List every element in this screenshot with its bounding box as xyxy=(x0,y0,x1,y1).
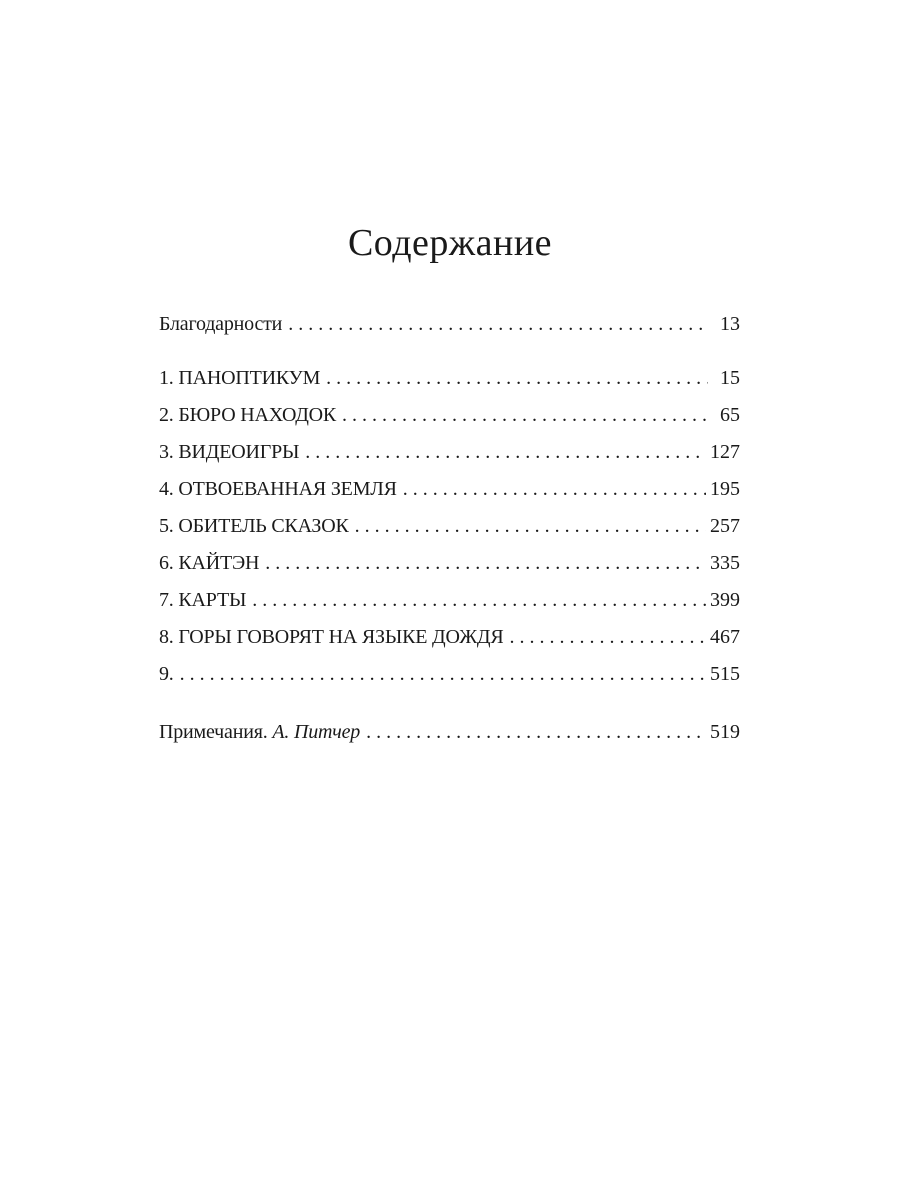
toc-entry-label: 5. ОБИТЕЛЬ СКАЗОК xyxy=(159,515,349,537)
dot-leader xyxy=(252,584,706,616)
dot-leader xyxy=(403,473,706,505)
toc-entry-notes[interactable] xyxy=(159,716,740,753)
toc-entry-page-number: 15 xyxy=(720,367,740,389)
toc-entry-label: 6. КАЙТЭН xyxy=(159,552,260,574)
dot-leader xyxy=(342,399,708,431)
toc-entry-chapter-8[interactable] xyxy=(159,621,740,658)
toc-entry-page-number: 65 xyxy=(720,404,740,426)
dot-leader xyxy=(326,362,708,394)
dot-leader xyxy=(180,658,706,690)
toc-entry-page-number: 519 xyxy=(710,721,740,743)
toc-entry-page-number: 399 xyxy=(710,589,740,611)
toc-entry-page-number: 515 xyxy=(710,663,740,685)
toc-entry-chapter-4[interactable] xyxy=(159,473,740,510)
toc-entry-page-number: 257 xyxy=(710,515,740,537)
toc-entry-chapter-6[interactable] xyxy=(159,547,740,584)
dot-leader xyxy=(288,308,708,340)
toc-entry-label: 8. ГОРЫ ГОВОРЯТ НА ЯЗЫКЕ ДОЖДЯ xyxy=(159,626,504,648)
toc-entry-page-number: 127 xyxy=(710,441,740,463)
dot-leader xyxy=(366,716,706,748)
toc-entry-chapter-7[interactable] xyxy=(159,584,740,621)
toc-entry-page-number: 195 xyxy=(710,478,740,500)
dot-leader xyxy=(305,436,706,468)
toc-entry-label: 1. ПАНОПТИКУМ xyxy=(159,367,321,389)
dot-leader xyxy=(265,547,706,579)
dot-leader xyxy=(510,621,706,653)
toc-entry-chapter-3[interactable] xyxy=(159,436,740,473)
toc-entry-label: 9. xyxy=(159,663,174,685)
toc-entry-label: Благодарности xyxy=(159,313,283,335)
toc-entry-chapter-5[interactable] xyxy=(159,510,740,547)
table-of-contents xyxy=(159,308,740,753)
dot-leader xyxy=(355,510,706,542)
toc-entry-page-number: 467 xyxy=(710,626,740,648)
toc-entry-page-number: 335 xyxy=(710,552,740,574)
toc-entry-author: А. Питчер xyxy=(272,721,361,743)
toc-entry-label: 7. КАРТЫ xyxy=(159,589,247,611)
toc-entry-label: 2. БЮРО НАХОДОК xyxy=(159,404,337,426)
page-title: Содержание xyxy=(347,222,553,264)
toc-entry-page-number: 13 xyxy=(720,313,740,335)
toc-entry-chapter-9[interactable] xyxy=(159,658,740,695)
toc-entry-chapter-2[interactable] xyxy=(159,399,740,436)
toc-entry-acknowledgements[interactable] xyxy=(159,308,740,345)
toc-entry-label: 4. ОТВОЕВАННАЯ ЗЕМЛЯ xyxy=(159,478,397,500)
toc-entry-chapter-1[interactable] xyxy=(159,362,740,399)
toc-entry-label: Примечания. А. Питчер xyxy=(159,721,361,743)
toc-entry-label: 3. ВИДЕОИГРЫ xyxy=(159,441,300,463)
